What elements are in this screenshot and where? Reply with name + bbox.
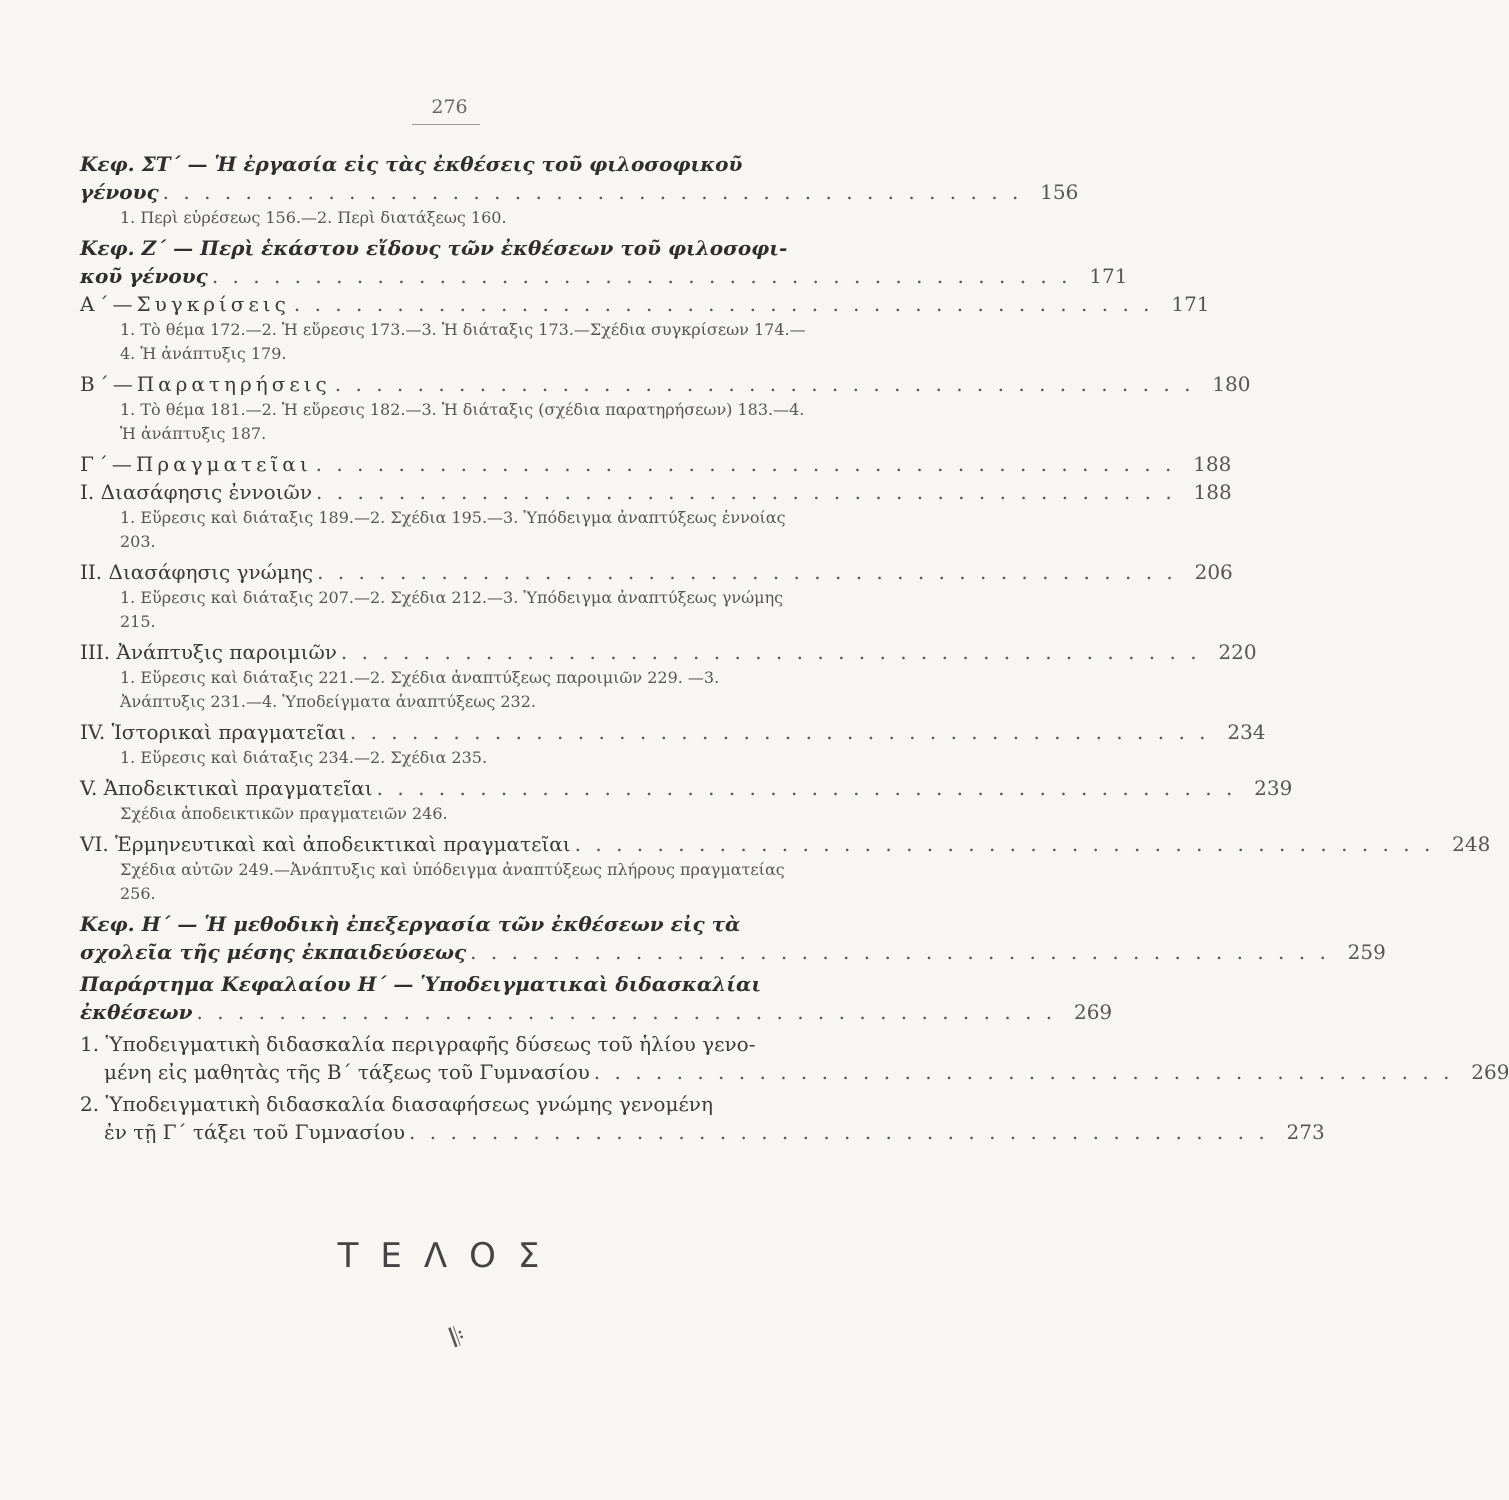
part-iv-title: IV. Ἱστορικαὶ πραγματεῖαι <box>80 720 346 744</box>
page-ref: 188 <box>1193 480 1232 504</box>
section-g-entry <box>80 450 1232 478</box>
chapter-8-title: Κεφ. Η΄ — Ἡ μεθοδικὴ ἐπεξεργασία τῶν ἐκθέσεων εἰς τὰ <box>80 912 741 936</box>
part-iii-subsections: 1. Εὕρεσις καὶ διάταξις 221.—2. Σχέδια ἀναπτύξεως παροιμιῶν 229. —3. Ἀνάπτυξις 231.—4. Ὑποδείγματα ἀναπτύξεως 232. <box>120 668 720 711</box>
leader-dots: . . . . . . . . . . . . . . . . . . . . . . . . . . . . . . . . . . . . . . . . . . <box>340 640 1201 664</box>
end-mark: 𝄆 <box>447 1320 470 1354</box>
page-ref: 220 <box>1218 640 1257 664</box>
part-i-subsections: 1. Εὕρεσις καὶ διάταξις 189.—2. Σχέδια 195.—3. Ὑπόδειγμα ἀναπτύξεως ἐννοίας 203. <box>120 508 786 551</box>
page-ref: 234 <box>1227 720 1266 744</box>
section-b-title: Β΄—Παρατηρήσεις <box>80 372 331 396</box>
part-iv-entry <box>80 718 1266 746</box>
part-vi-subsections: Σχέδια αὐτῶν 249.—Ἀνάπτυξις καὶ ὑπόδειγμα ἀναπτύξεως πλήρους πραγματείας 256. <box>120 860 785 903</box>
section-g-title: Γ΄—Πραγματεῖαι <box>80 452 312 476</box>
leader-dots: . . . . . . . . . . . . . . . . . . . . . . . . . . . . . . . . . . . . . . . . . . <box>334 372 1195 396</box>
page-number: 276 <box>431 96 468 118</box>
leader-dots: . . . . . . . . . . . . . . . . . . . . . . . . . . . . . . . . . . . . . . . . . . <box>317 560 1177 584</box>
part-iii-entry <box>80 638 1257 666</box>
part-i-title: I. Διασάφησις ἐννοιῶν <box>80 480 313 504</box>
part-i-entry <box>80 478 1232 506</box>
chapter-7-title: Κεφ. Ζ΄ — Περὶ ἑκάστου εἴδους τῶν ἐκθέσεων τοῦ φιλοσοφι- <box>80 236 788 260</box>
chapter-6-entry <box>80 178 1079 206</box>
section-a-title: Α΄—Συγκρίσεις <box>80 292 290 316</box>
part-v-entry <box>80 774 1293 802</box>
leader-dots: . . . . . . . . . . . . . . . . . . . . . . . . . . . . . . . . . . . . . . . . . . <box>293 292 1154 316</box>
leader-dots: . . . . . . . . . . . . . . . . . . . . . . . . . . . . . . . . . . . . . . . . . . <box>316 480 1176 504</box>
appendix-title: Παράρτημα Κεφαλαίου Η΄ — Ὑποδειγματικαὶ διδασκαλίαι <box>80 972 762 996</box>
part-iii-title: III. Ἀνάπτυξις παροιμιῶν <box>80 640 337 664</box>
page-ref: 239 <box>1254 776 1293 800</box>
chapter-6-title-cont: γένους <box>80 180 159 204</box>
leader-dots: . . . . . . . . . . . . . . . . . . . . . . . . . . . . . . . . . . . . . . . . . . <box>574 832 1435 856</box>
part-vi-entry <box>80 830 1491 858</box>
part-vi-title: VI. Ἑρμηνευτικαὶ καὶ ἀποδεικτικαὶ πραγματεῖαι <box>80 832 571 856</box>
appendix-entry <box>80 998 1113 1026</box>
page-ref: 273 <box>1286 1120 1325 1144</box>
appendix-item-2-title-cont: ἐν τῇ Γ΄ τάξει τοῦ Γυμνασίου <box>104 1120 406 1144</box>
page-ref: 171 <box>1089 264 1128 288</box>
leader-dots: . . . . . . . . . . . . . . . . . . . . . . . . . . . . . . . . . . . . . . . . . . <box>349 720 1210 744</box>
end-heading: ΤΕΛΟΣ <box>337 1236 562 1276</box>
leader-dots: . . . . . . . . . . . . . . . . . . . . . . . . . . . . . . . . . . . . . . . . . . <box>211 264 1072 288</box>
table-of-contents <box>80 150 1509 1146</box>
page-ref: 206 <box>1194 560 1233 584</box>
leader-dots: . . . . . . . . . . . . . . . . . . . . . . . . . . . . . . . . . . . . . . . . . . <box>470 940 1330 964</box>
appendix-item-1-title-cont: μένη εἰς μαθητὰς τῆς Β΄ τάξεως τοῦ Γυμνασίου <box>104 1060 590 1084</box>
chapter-6-title: Κεφ. ΣΤ΄ — Ἡ ἐργασία εἰς τὰς ἐκθέσεις τοῦ φιλοσοφικοῦ <box>80 152 743 176</box>
part-v-subsections: Σχέδια ἀποδεικτικῶν πραγματειῶν 246. <box>120 804 448 823</box>
chapter-8-entry <box>80 938 1386 966</box>
page-ref: 269 <box>1471 1060 1509 1084</box>
chapter-7-title-cont: κοῦ γένους <box>80 264 208 288</box>
page-ref: 259 <box>1347 940 1386 964</box>
page-ref: 269 <box>1073 1000 1113 1024</box>
page-ref: 180 <box>1212 372 1251 396</box>
appendix-item-1-title: 1. Ὑποδειγματικὴ διδασκαλία περιγραφῆς δύσεως τοῦ ἡλίου γενο- <box>80 1032 756 1056</box>
header-rule <box>412 124 480 125</box>
page-ref: 171 <box>1171 292 1210 316</box>
leader-dots: . . . . . . . . . . . . . . . . . . . . . . . . . . . . . . . . . . . . . . . . . . <box>376 776 1237 800</box>
part-ii-title: II. Διασάφησις γνώμης <box>80 560 314 584</box>
page-ref: 188 <box>1193 452 1232 476</box>
section-b-subsections: 1. Τὸ θέμα 181.—2. Ἡ εὕρεσις 182.—3. Ἡ διάταξις (σχέδια παρατηρήσεων) 183.—4. Ἡ ἀνάπτυξις 187. <box>120 400 805 443</box>
part-ii-entry <box>80 558 1233 586</box>
page-ref: 248 <box>1452 832 1491 856</box>
part-v-title: V. Ἀποδεικτικαὶ πραγματεῖαι <box>80 776 373 800</box>
part-ii-subsections: 1. Εὕρεσις καὶ διάταξις 207.—2. Σχέδια 212.—3. Ὑπόδειγμα ἀναπτύξεως γνώμης 215. <box>120 588 784 631</box>
section-a-entry <box>80 290 1210 318</box>
section-b-entry <box>80 370 1251 398</box>
appendix-item-2-title: 2. Ὑποδειγματικὴ διδασκαλία διασαφήσεως γνώμης γενομένη <box>80 1092 713 1116</box>
leader-dots: . . . . . . . . . . . . . . . . . . . . . . . . . . . . . . . . . . . . . . . . . . <box>593 1060 1454 1084</box>
page-ref: 156 <box>1040 180 1079 204</box>
chapter-6-subsections: 1. Περὶ εὑρέσεως 156.—2. Περὶ διατάξεως 160. <box>120 208 507 227</box>
chapter-8-title-cont: σχολεῖα τῆς μέσης ἐκπαιδεύσεως <box>80 940 467 964</box>
leader-dots: . . . . . . . . . . . . . . . . . . . . . . . . . . . . . . . . . . . . . . . . . . <box>162 180 1023 204</box>
leader-dots: . . . . . . . . . . . . . . . . . . . . . . . . . . . . . . . . . . . . . . . . . . <box>409 1120 1269 1144</box>
appendix-item-2-entry <box>80 1118 1325 1146</box>
appendix-title-cont: ἐκθέσεων <box>80 1000 193 1024</box>
appendix-item-1-entry <box>80 1058 1509 1086</box>
leader-dots: . . . . . . . . . . . . . . . . . . . . . . . . . . . . . . . . . . . . . . . . . . <box>315 452 1176 476</box>
part-iv-subsections: 1. Εὕρεσις καὶ διάταξις 234.—2. Σχέδια 235. <box>120 748 488 767</box>
section-a-subsections: 1. Τὸ θέμα 172.—2. Ἡ εὕρεσις 173.—3. Ἡ διάταξις 173.—Σχέδια συγκρίσεων 174.—4. Ἡ ἀνάπτυξις 179. <box>120 320 806 363</box>
leader-dots: . . . . . . . . . . . . . . . . . . . . . . . . . . . . . . . . . . . . . . . . . . <box>196 1000 1057 1024</box>
chapter-7-entry <box>80 262 1128 290</box>
